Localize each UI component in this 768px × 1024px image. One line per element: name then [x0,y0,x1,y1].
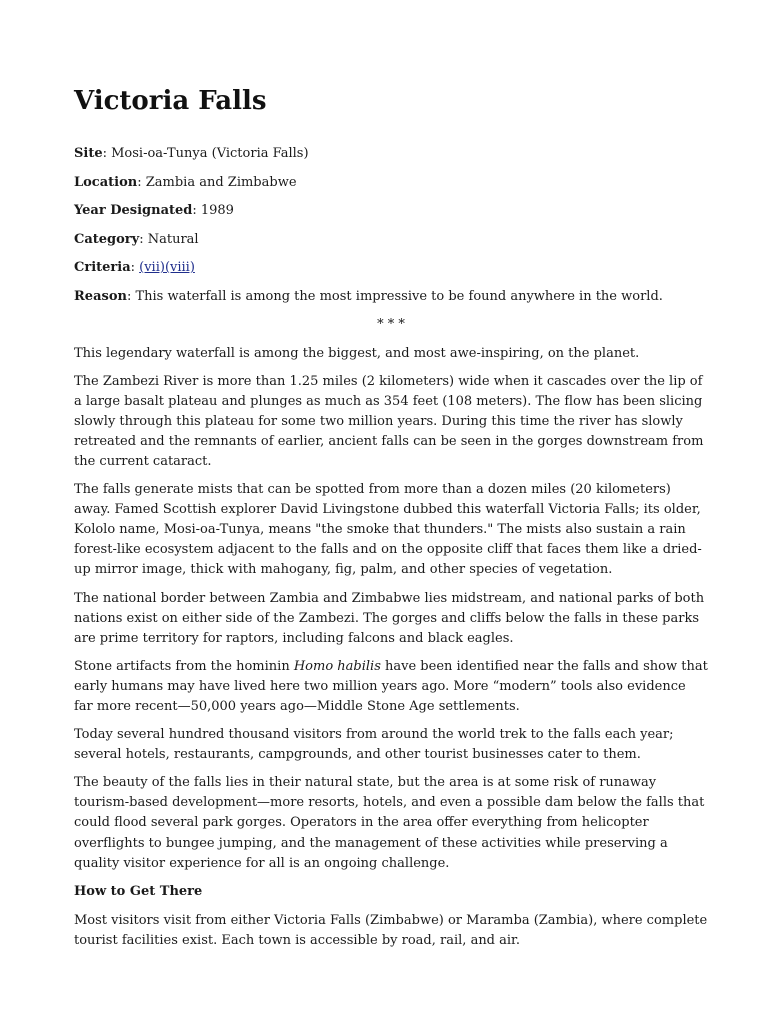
paragraph-stone-artifacts-end: have been identified near the falls and show that early humans may have lived here two million years ago. More “modern” tools also evidence far more recent—50,000 years ago—Middle Stone Age settlements. [74,658,708,714]
how-to-get-there-heading: How to Get There [74,883,203,899]
reason-row [74,287,708,307]
category-value: : Natural [139,231,199,247]
location-row [74,173,708,193]
criteria-label: Criteria [74,260,131,275]
site-label: Site [74,146,103,161]
location-value: : Zambia and Zimbabwe [137,174,297,190]
year-label: Year Designated [74,203,193,218]
paragraph-access: Most visitors visit from either Victoria Falls (Zimbabwe) or Maramba (Zambia), where complete tourist facilities exist. Each town is accessible by road, rail, and air. [74,912,708,948]
year-value: : 1989 [192,203,234,218]
site-row [74,144,708,164]
criteria-row [74,258,708,278]
reason-value: : This waterfall is among the most impressive to be found anywhere in the world. [126,288,663,304]
paragraph-intro: This legendary waterfall is among the biggest, and most awe-inspiring, on the planet. [74,345,640,361]
reason-label: Reason [74,288,127,304]
paragraph-national-border: The national border between Zambia and Zimbabwe lies midstream, and national parks of both nations exist on either side of the Zambezi. The gorges and cliffs below the falls in these parks are prime territory for raptors, including falcons and black eagles. [74,590,705,646]
location-label: Location [74,174,138,190]
paragraph-stone-artifacts-start: Stone artifacts from the hominin [74,658,294,674]
paragraph-stone-artifacts [74,657,708,717]
species-name: Homo habilis [293,658,381,674]
section-separator: * * * [377,317,405,332]
year-designated-row [74,201,708,221]
paragraph-zambezi-river: The Zambezi River is more than 1.25 miles (2 kilometers) wide when it cascades over the lip of a large basalt plateau and plunges as much as 354 feet (108 meters). The flow has been slicing slowly through this plateau for some two million years. During this time the river has slowly retreated and the remnants of earlier, ancient falls can be seen in the gorges downstream from the current cataract. [74,373,704,469]
site-value: : Mosi-oa-Tunya (Victoria Falls) [102,146,309,161]
criteria-link[interactable]: (vii)(viii) [139,260,195,275]
category-label: Category [74,231,140,247]
paragraph-mists: The falls generate mists that can be spotted from more than a dozen miles (20 kilometers) away. Famed Scottish explorer David Livingstone dubbed this waterfall Victoria Falls; its older, Kololo name, Mosi-oa-Tunya, means "the smoke that thunders." The mists also sustain a rain forest-like ecosystem adjacent to the falls and on the opposite cliff that faces them like a dried-up mirror image, thick with mahogany, fig, palm, and other species of vegetation. [74,482,702,578]
category-row [74,230,708,250]
paragraph-tourism-risk: The beauty of the falls lies in their natural state, but the area is at some risk of runaway tourism-based development—more resorts, hotels, and even a possible dam below the falls that could flood several park gorges. Operators in the area offer everything from helicopter overflights to bungee jumping, and the management of these activities while preserving a quality visitor experience for all is an ongoing challenge. [74,775,705,871]
paragraph-visitors: Today several hundred thousand visitors from around the world trek to the falls each year; several hotels, restaurants, campgrounds, and other tourist businesses cater to them. [74,727,674,763]
page-title: Victoria Falls [74,86,267,116]
criteria-separator: : [130,260,140,275]
